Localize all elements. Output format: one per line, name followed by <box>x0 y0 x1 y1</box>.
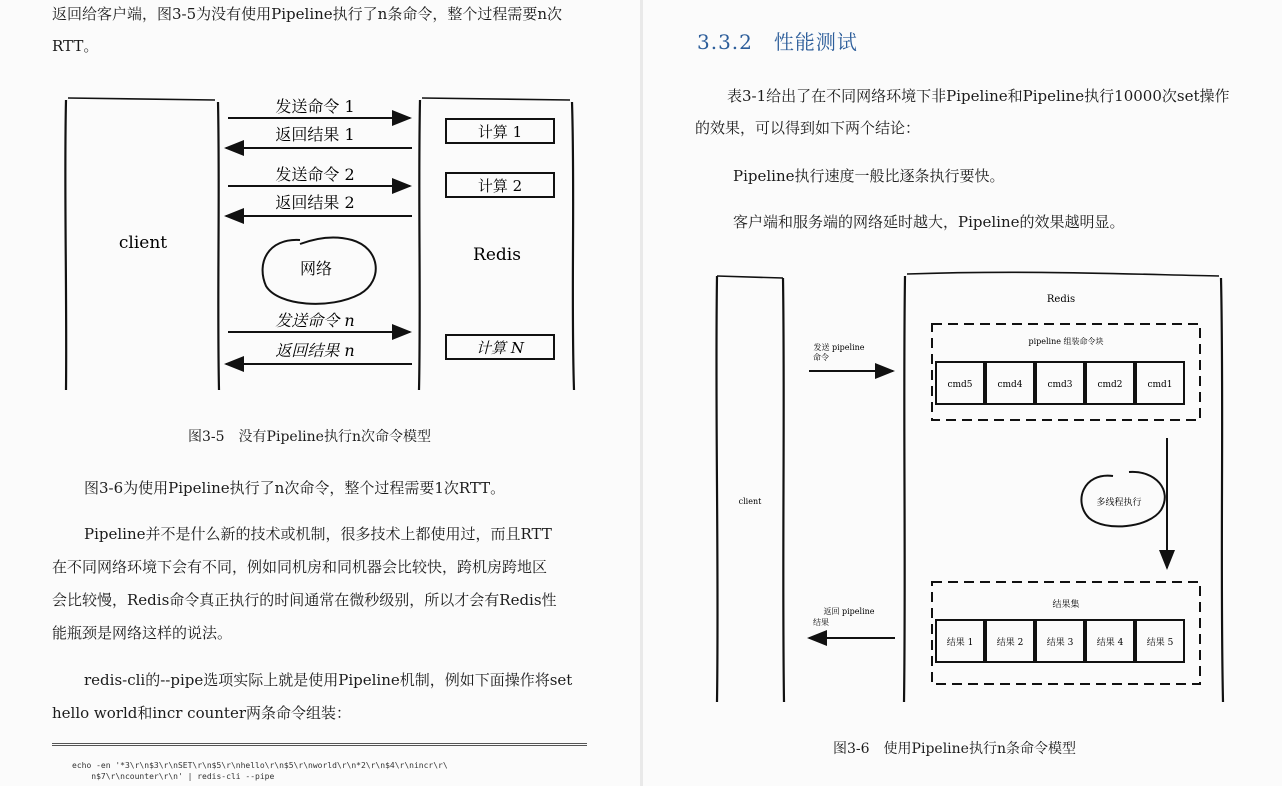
return-label-line: 结果 <box>813 618 829 627</box>
text-line: 返回给客户端，图3-5为没有使用Pipeline执行了n条命令，整个过程需要n次 <box>52 5 562 23</box>
client-label: client <box>118 233 168 253</box>
return-label-n: 返回结果 n <box>275 341 355 360</box>
command-label: cmd3 <box>1047 380 1073 390</box>
paragraph-line: 在不同网络环境下会有不同，例如同机房和同机器会比较快，跨机房跨地区 <box>52 558 548 576</box>
network-label: 网络 <box>299 259 333 278</box>
return-label-line: 返回 pipeline <box>823 607 875 616</box>
paragraph-line: redis-cli的--pipe选项实际上就是使用Pipeline机制，例如下面操作将set <box>84 671 573 689</box>
command-label: cmd5 <box>947 380 973 390</box>
client-label: client <box>738 497 762 506</box>
bullet-line: 客户端和服务端的网络延时越大，Pipeline的效果越明显。 <box>733 213 1125 231</box>
return-label-2: 返回结果 2 <box>275 193 355 212</box>
paragraph-line: 的效果，可以得到如下两个结论： <box>695 119 921 137</box>
redis-label: Redis <box>1046 294 1076 305</box>
bullet-line: Pipeline执行速度一般比逐条执行要快。 <box>733 167 1005 185</box>
redis-right-border <box>1221 278 1223 702</box>
client-left-border <box>65 100 66 390</box>
figure-3-6 <box>643 262 1282 732</box>
paragraph-line: 表3-1给出了在不同网络环境下非Pipeline和Pipeline执行10000次set操作 <box>727 87 1230 105</box>
send-label-1: 发送命令 1 <box>275 97 355 116</box>
figure-caption: 图3-5 没有Pipeline执行n次命令模型 <box>188 429 431 445</box>
result-label: 结果 4 <box>1096 638 1124 648</box>
return-label-1: 返回结果 1 <box>275 125 355 144</box>
compute-label-2: 计算 2 <box>477 177 523 195</box>
exec-label: 多线程执行 <box>1096 498 1142 508</box>
figure-3-5 <box>0 88 640 418</box>
paragraph-line: 会比较慢，Redis命令真正执行的时间通常在微秒级别，所以才会有Redis性 <box>52 591 557 609</box>
result-label: 结果 1 <box>946 638 974 648</box>
paragraph: 图3-6为使用Pipeline执行了n次命令，整个过程需要1次RTT。 <box>84 479 506 497</box>
code-line: echo -en '*3\r\n$3\r\nSET\r\n$5\r\nhello\r\n$5\r\nworld\r\n*2\r\n$4\r\nincr\r\ <box>72 761 448 770</box>
paragraph-line: hello world和incr counter两条命令组装： <box>52 704 351 722</box>
result-label: 结果 5 <box>1146 638 1174 648</box>
code-rule <box>52 743 587 746</box>
code-line: n$7\r\ncounter\r\n' | redis-cli --pipe <box>72 772 275 781</box>
client-right-border <box>218 102 219 390</box>
send-label-line: 发送 pipeline <box>813 343 865 352</box>
compute-label-1: 计算 1 <box>477 123 523 141</box>
command-label: cmd2 <box>1097 380 1123 390</box>
redis-left-border <box>904 276 905 702</box>
command-label: cmd4 <box>997 380 1023 390</box>
queue-title: pipeline 组装命令块 <box>1028 337 1104 346</box>
redis-left-border <box>419 100 420 390</box>
compute-label-n: 计算 N <box>476 339 524 357</box>
paragraph-line: Pipeline并不是什么新的技术或机制，很多技术上都使用过，而且RTT <box>84 525 552 543</box>
result-label: 结果 3 <box>1046 638 1074 648</box>
paragraph-line: 能瓶颈是网络这样的说法。 <box>52 624 233 642</box>
send-label-n: 发送命令 n <box>275 311 355 330</box>
result-label: 结果 2 <box>996 638 1024 648</box>
send-label-line: 命令 <box>813 353 829 362</box>
client-right-border <box>783 278 784 702</box>
results-title: 结果集 <box>1052 600 1080 610</box>
client-left-border <box>716 276 717 702</box>
right-page <box>643 0 1282 786</box>
redis-label: Redis <box>473 245 521 265</box>
figure-caption: 图3-6 使用Pipeline执行n条命令模型 <box>833 741 1076 757</box>
text-line: RTT。 <box>52 37 99 55</box>
redis-right-border <box>572 102 574 390</box>
section-title: 3.3.2 性能测试 <box>697 30 858 54</box>
results-box <box>932 582 1200 684</box>
left-page <box>0 0 640 786</box>
command-label: cmd1 <box>1147 380 1173 390</box>
send-label-2: 发送命令 2 <box>275 165 355 184</box>
